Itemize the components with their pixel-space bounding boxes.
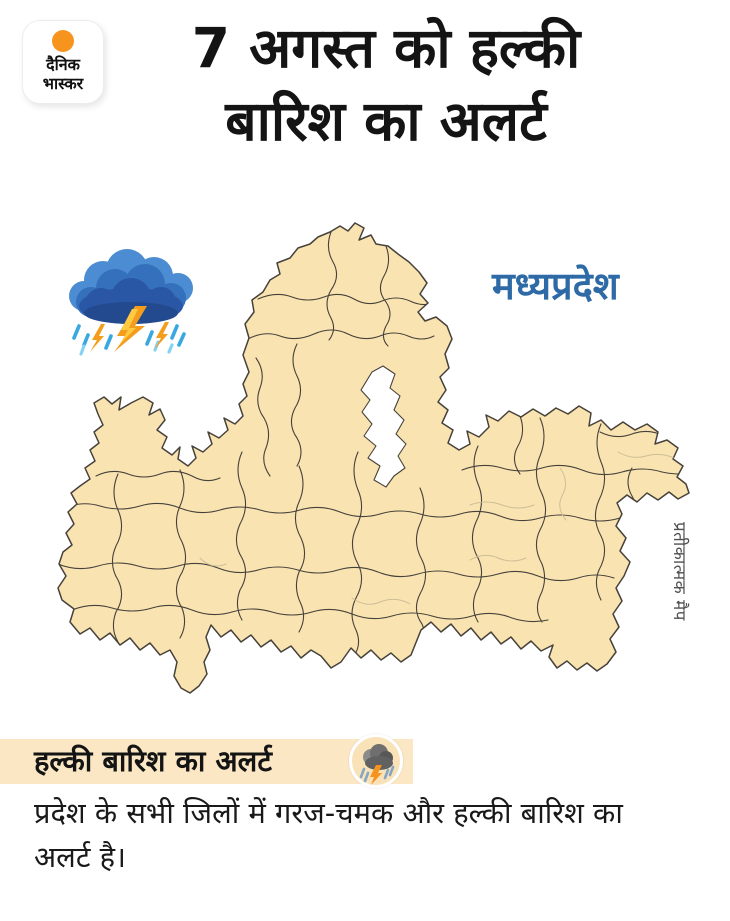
symbolic-map-note: प्रतीकात्मक मैप [669, 522, 689, 621]
body-text [34, 791, 706, 879]
body-text-line1: प्रदेश के सभी जिलों में गरज-चमक और हल्की बारिश का [34, 796, 623, 830]
body-text-line2: अलर्ट है। [34, 840, 127, 875]
state-name-label: मध्यप्रदेश [492, 264, 619, 308]
madhya-pradesh-district-map [55, 220, 695, 712]
dainik-bhaskar-logo [22, 20, 104, 104]
logo-text-line2: भास्कर [42, 74, 84, 93]
logo-text-line1: दैनिक [46, 55, 80, 74]
callout-label: हल्की बारिश का अलर्ट [34, 744, 272, 778]
rain-cloud-lightning-badge-icon [349, 734, 403, 788]
headline-line2: बारिश का अलर्ट [225, 89, 547, 154]
headline [100, 12, 672, 158]
badge-cloud-icon [352, 737, 400, 785]
logo-sun-dot-icon [52, 30, 74, 52]
headline-line1: 7 अगस्त को हल्की [191, 16, 581, 80]
